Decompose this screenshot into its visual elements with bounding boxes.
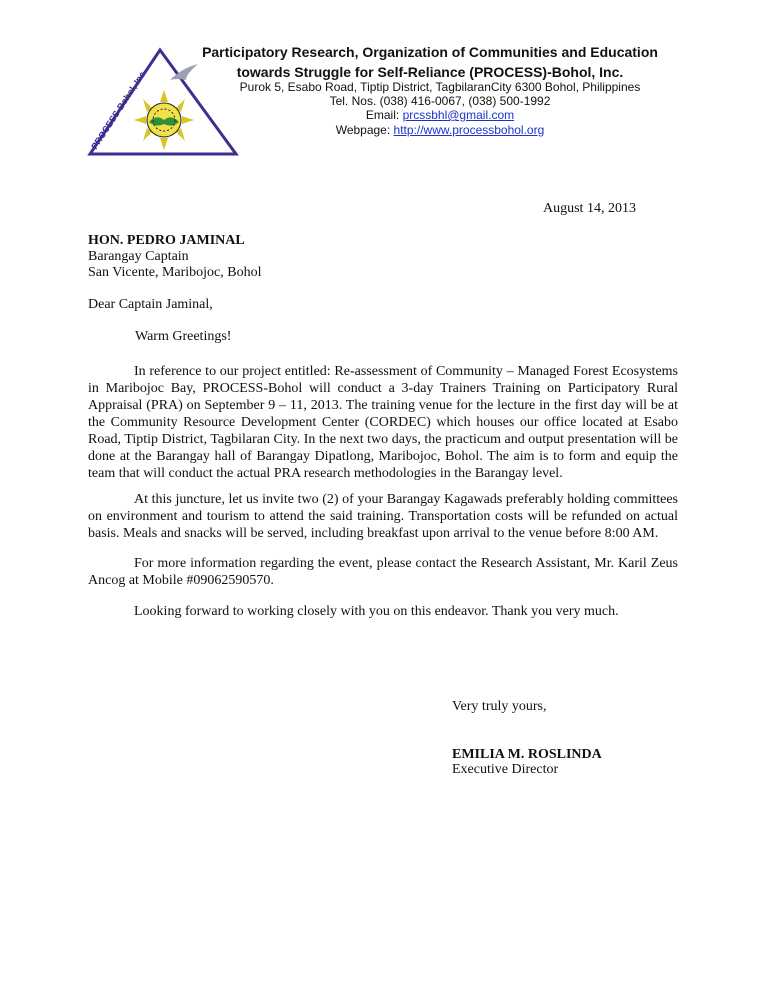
body-paragraph-2: At this juncture, let us invite two (2) of your Barangay Kagawads preferably holding committees on environment and tourism to attend the said training. Transportation costs will be refunded on actual basis. Meals and snacks will be served, including breakfast upon arrival to the venue before 8:00 AM.	[88, 492, 678, 541]
body-paragraph-1: In reference to our project entitled: Re-assessment of Community – Managed Forest Ecosystems in Maribojoc Bay, PROCESS-Bohol will conduct a 3-day Trainers Training on Participatory Rural Appraisal (PRA) on September 9 – 11, 2013. The training venue for the lecture in the first day will be at the Community Resource Development Center (CORDEC) which houses our office located at Esabo Road, Tiptip District, Tagbilaran City. In the next two days, the practicum and output presentation will be done at the Barangay hall of Barangay Dipatlong, Maribojoc, Bohol. The aim is to form and equip the team that will conduct the actual PRA research methodologies in the Barangay level.	[88, 364, 678, 481]
signatory-name: EMILIA M. ROSLINDA	[452, 747, 602, 762]
email-label: Email:	[365, 108, 403, 122]
org-telephone: Tel. Nos. (038) 416-0067, (038) 500-1992	[329, 94, 551, 108]
web-label: Webpage:	[335, 123, 394, 137]
body-paragraph-4: Looking forward to working closely with you on this endeavor. Thank you very much.	[134, 604, 619, 619]
salutation: Dear Captain Jaminal,	[88, 297, 213, 312]
body-paragraph-3: For more information regarding the event, please contact the Research Assistant, Mr. Karil Zeus Ancog at Mobile #09062590570.	[88, 556, 678, 588]
svg-text:PROCESS-Bohol, Inc.: PROCESS-Bohol, Inc.	[89, 67, 149, 152]
org-address: Purok 5, Esabo Road, Tiptip District, TagbilaranCity 6300 Bohol, Philippines	[239, 80, 641, 94]
org-name-line1: Participatory Research, Organization of Communities and Education	[202, 44, 658, 60]
closing: Very truly yours,	[452, 699, 547, 714]
web-link[interactable]: http://www.processbohol.org	[393, 123, 545, 137]
recipient-title: Barangay Captain	[88, 249, 189, 264]
email-link[interactable]: prcssbhl@gmail.com	[402, 108, 515, 122]
org-web-line	[170, 123, 710, 137]
recipient-address: San Vicente, Maribojoc, Bohol	[88, 265, 262, 280]
org-email-line	[170, 108, 710, 122]
signatory-title: Executive Director	[452, 762, 559, 777]
letter-date: August 14, 2013	[543, 201, 636, 216]
recipient-name: HON. PEDRO JAMINAL	[88, 233, 245, 248]
org-name-line2: towards Struggle for Self-Reliance (PROCESS)-Bohol, Inc.	[236, 64, 624, 80]
greeting: Warm Greetings!	[135, 329, 232, 344]
